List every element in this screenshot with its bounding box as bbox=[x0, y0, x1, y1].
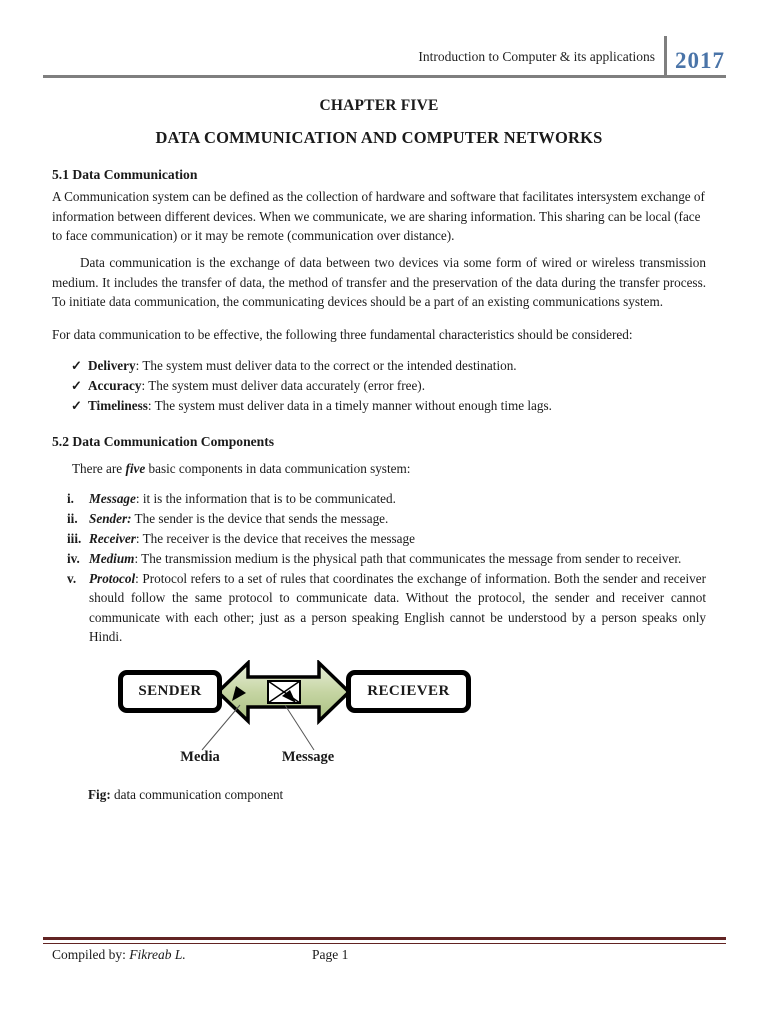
chapter-subtitle: DATA COMMUNICATION AND COMPUTER NETWORKS bbox=[155, 128, 603, 148]
list-item-term: Receiver bbox=[89, 530, 136, 546]
data-communication-figure bbox=[52, 660, 706, 772]
list-item-text: The sender is the device that sends the message. bbox=[131, 511, 389, 526]
compiled-by-name: Fikreab L. bbox=[129, 947, 186, 962]
list-item bbox=[52, 356, 706, 375]
chapter-title: CHAPTER FIVE bbox=[319, 97, 439, 114]
intro-text: There are bbox=[72, 460, 126, 476]
list-item-text: : The system must deliver data accurately (error free). bbox=[141, 377, 425, 393]
footer-rule-thick bbox=[43, 937, 726, 940]
list-item-numeral: v. bbox=[67, 570, 77, 586]
header-course-title: Introduction to Computer & its applications bbox=[418, 49, 655, 64]
sender-box: SENDER bbox=[118, 670, 222, 713]
list-item bbox=[52, 549, 706, 568]
page-number: Page 1 bbox=[312, 947, 349, 962]
list-item-term: Sender: bbox=[89, 511, 132, 526]
document-body bbox=[52, 96, 706, 805]
list-item bbox=[52, 396, 706, 415]
message-callout-line bbox=[285, 705, 314, 750]
footer-rule-thin bbox=[43, 943, 726, 944]
characteristics-list bbox=[52, 356, 706, 415]
list-item-term: Accuracy bbox=[88, 377, 142, 393]
list-item-text: : The system must deliver data to the correct or the intended destination. bbox=[135, 358, 517, 374]
list-item bbox=[52, 509, 706, 528]
list-item-text: : Protocol refers to a set of rules that coordinates the exchange of information. Both the sender and receiver should follow the same protocol to communicate data. Without the protocol, the sender and receiver cannot communicate with each other; just as a person speaking English cannot be understood by a person speaks only Hindi. bbox=[89, 570, 706, 644]
header-rule bbox=[43, 75, 726, 78]
list-item-term: Medium bbox=[89, 550, 135, 566]
list-item-numeral: i. bbox=[67, 491, 74, 507]
paragraph-1: A Communication system can be defined as the collection of hardware and software that facilitates intersystem exchange of information between different devices. When we communicate, we are sharing information. This sharing can be local (face to face communication) or it may be remote (communication over distance). bbox=[52, 189, 705, 244]
checkmark-icon: ✓ bbox=[71, 397, 82, 413]
envelope-icon bbox=[268, 681, 300, 703]
section-5-1-heading: 5.1 Data Communication bbox=[52, 166, 198, 182]
components-intro bbox=[72, 459, 706, 478]
list-item-term: Delivery bbox=[88, 358, 136, 374]
list-item-numeral: ii. bbox=[67, 511, 78, 526]
list-item-numeral: iv. bbox=[67, 550, 80, 566]
paragraph-3: For data communication to be effective, the following three fundamental characteristics should be considered: bbox=[52, 326, 633, 342]
receiver-box: RECIEVER bbox=[346, 670, 471, 713]
message-label: Message bbox=[281, 749, 335, 766]
checkmark-icon: ✓ bbox=[71, 377, 82, 393]
list-item-numeral: iii. bbox=[67, 530, 82, 546]
checkmark-icon: ✓ bbox=[71, 358, 82, 374]
list-item bbox=[52, 529, 706, 548]
list-item bbox=[52, 376, 706, 395]
paragraph-2: Data communication is the exchange of data between two devices via some form of wired or wireless transmission medium. It includes the transfer of data, the method of transfer and the preservation of the data during the transfer process. To initiate data communication, the communicating devices should be a part of an existing communications system. bbox=[52, 255, 706, 310]
list-item-text: : The receiver is the device that receives the message bbox=[135, 530, 415, 546]
list-item bbox=[52, 569, 706, 647]
page-footer bbox=[52, 947, 706, 963]
header-year: 2017 bbox=[675, 48, 725, 73]
figure-caption-prefix: Fig: bbox=[88, 787, 111, 803]
list-item-term: Timeliness bbox=[88, 397, 148, 413]
list-item-text: : it is the information that is to be communicated. bbox=[135, 491, 396, 507]
list-item-text: : The system must deliver data in a timely manner without enough time lags. bbox=[147, 397, 552, 413]
page-header bbox=[43, 36, 725, 78]
compiled-by-text: Compiled by: bbox=[52, 947, 130, 962]
figure-caption bbox=[88, 785, 706, 804]
components-list bbox=[52, 489, 706, 646]
list-item bbox=[52, 489, 706, 508]
intro-emphasis: five bbox=[125, 460, 146, 476]
list-item-text: : The transmission medium is the physical path that communicates the message from sender to receiver. bbox=[134, 550, 682, 566]
figure-caption-text: data communication component bbox=[110, 787, 284, 803]
intro-text: basic components in data communication system: bbox=[145, 460, 411, 476]
list-item-term: Message bbox=[89, 491, 136, 507]
header-separator bbox=[664, 36, 667, 78]
media-label: Media bbox=[180, 749, 220, 766]
section-5-2-heading: 5.2 Data Communication Components bbox=[52, 434, 275, 450]
list-item-term: Protocol bbox=[89, 570, 136, 586]
